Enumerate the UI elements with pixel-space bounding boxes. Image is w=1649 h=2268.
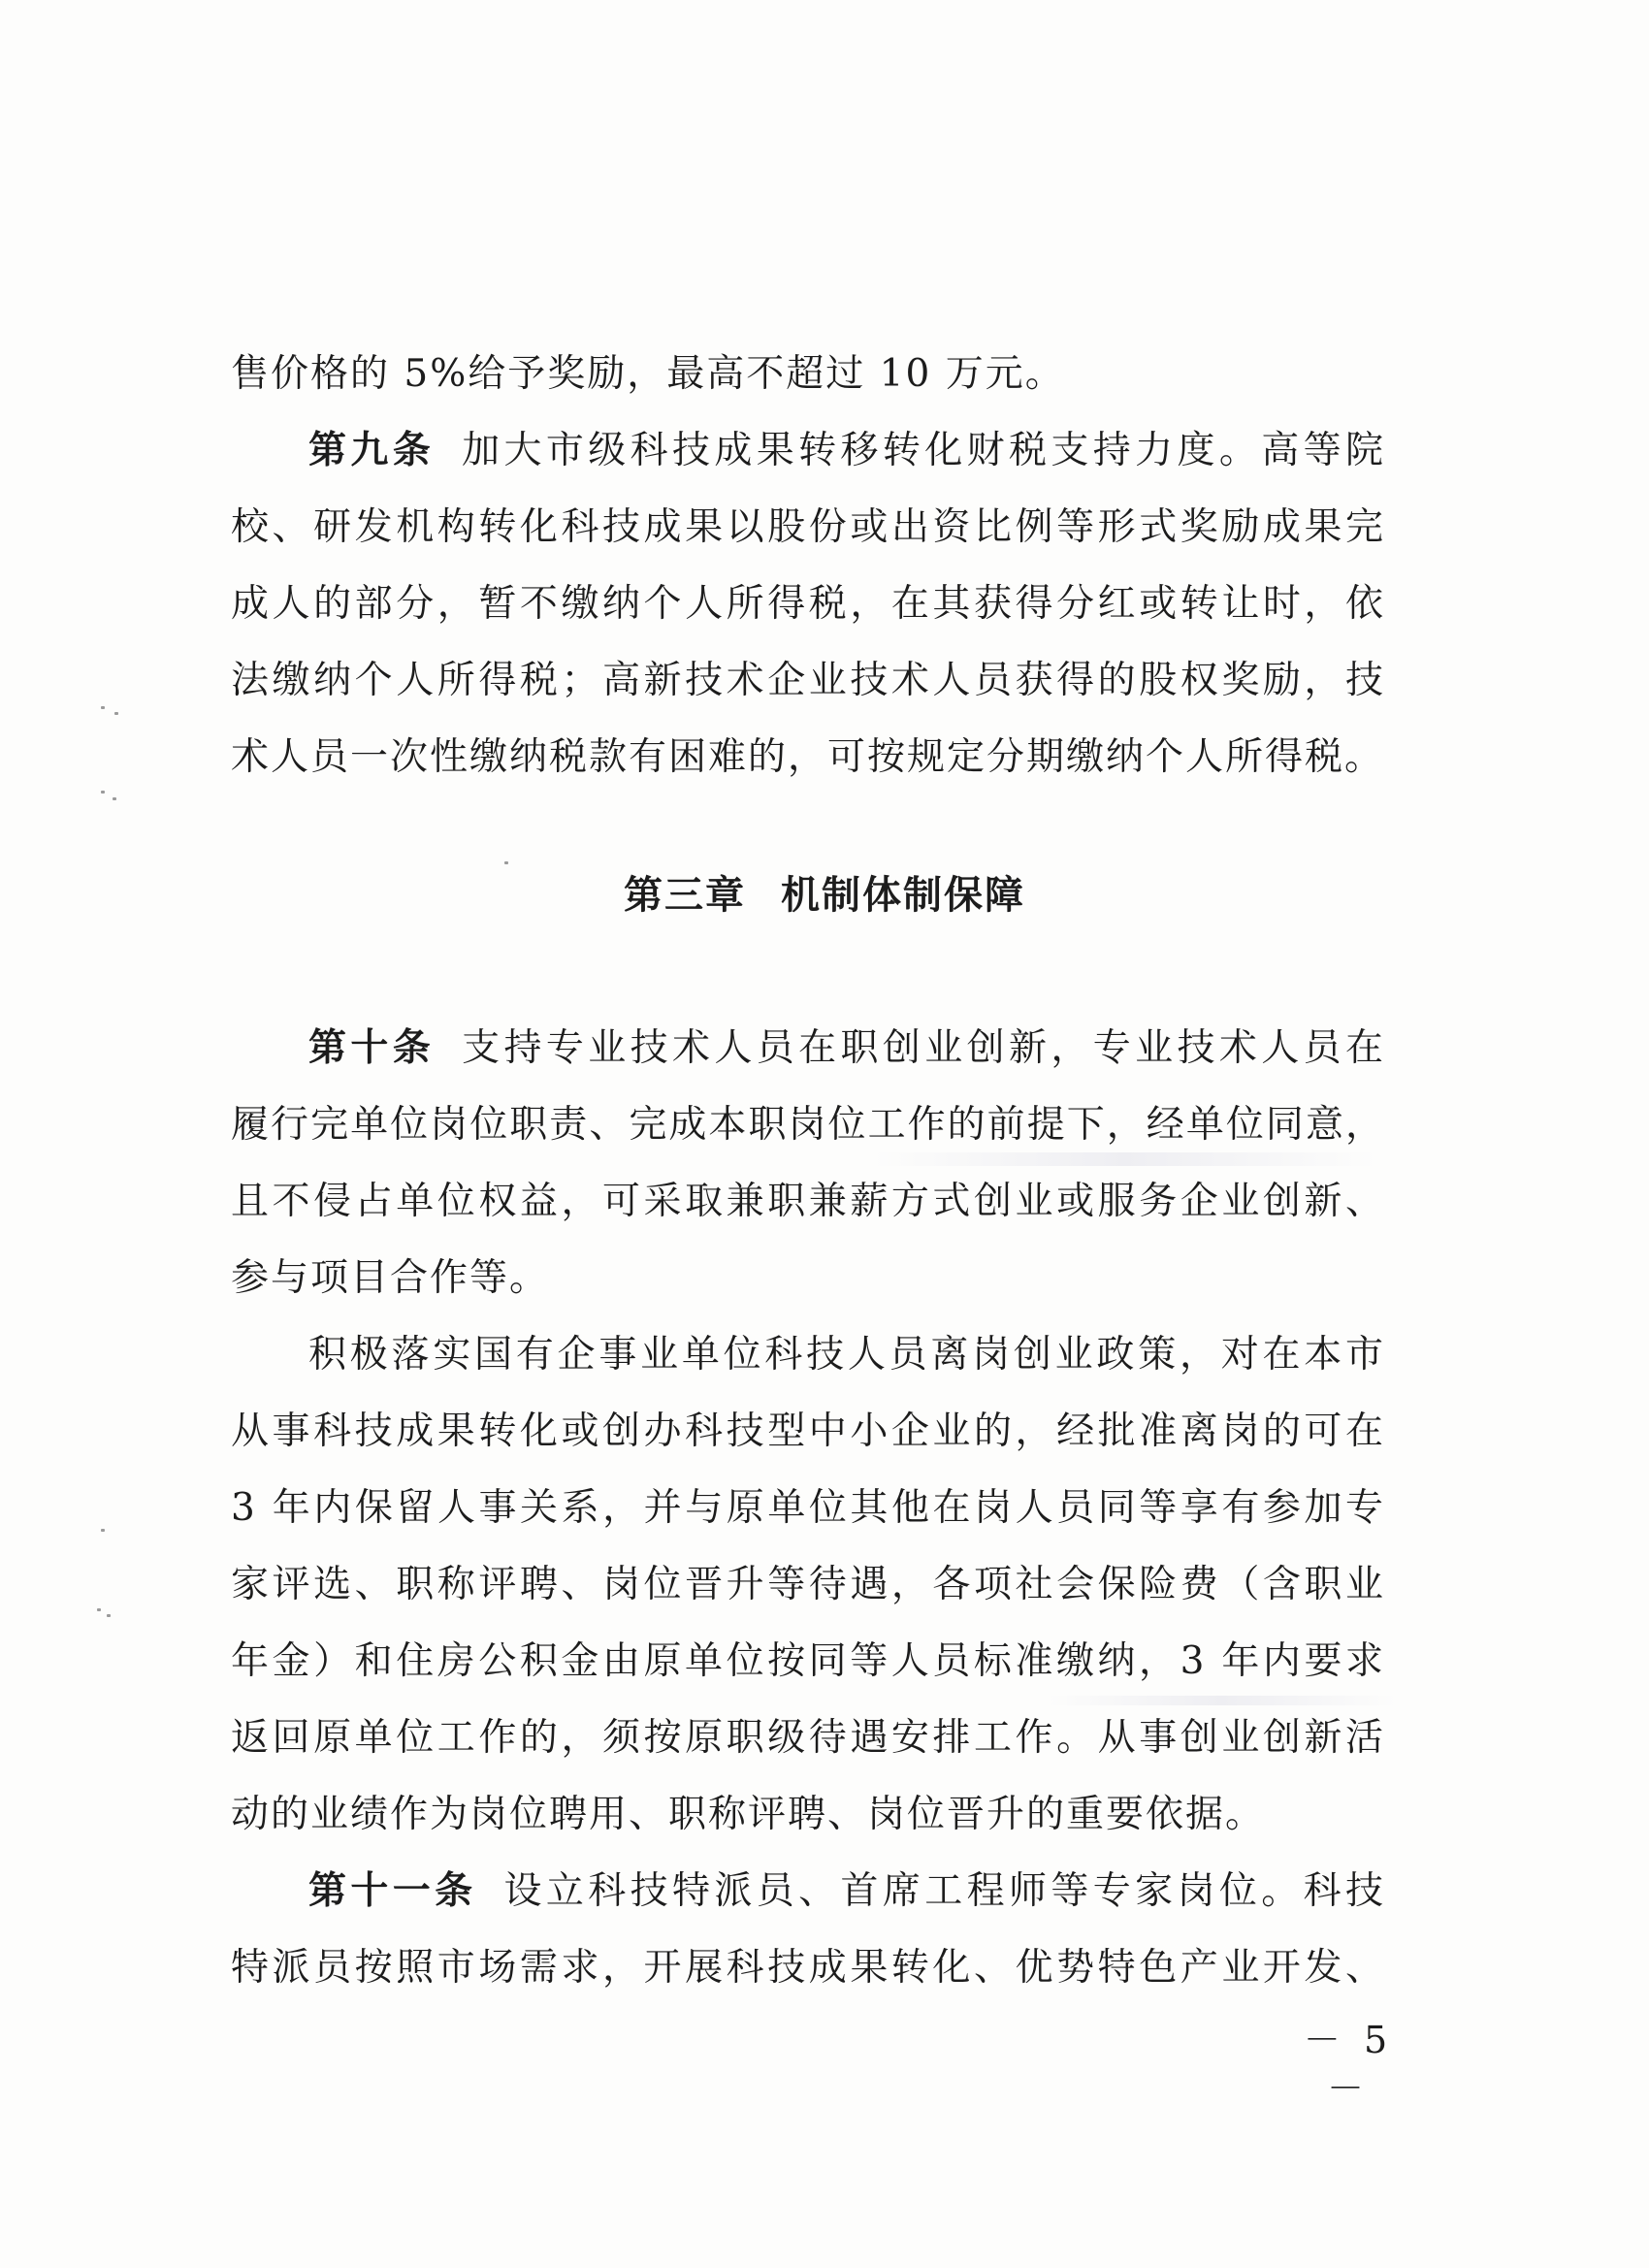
scan-artifact — [1048, 1696, 1397, 1705]
paragraph-line: 术人员一次性缴纳税款有困难的，可按规定分期缴纳个人所得税。 — [231, 735, 1385, 779]
scan-speck — [113, 797, 116, 800]
scan-speck — [114, 712, 118, 715]
scan-speck — [97, 1608, 101, 1611]
chapter-heading — [0, 868, 1649, 923]
paragraph-line: 返回原单位工作的，须按原职级待遇安排工作。从事创业创新活 — [231, 1716, 1385, 1760]
article-9-label: 第九条 — [308, 429, 436, 472]
scan-artifact — [873, 1152, 1377, 1166]
paragraph-first-line: 积极落实国有企事业单位科技人员离岗创业政策，对在本市 — [308, 1333, 1385, 1377]
paragraph-line: 法缴纳个人所得税；高新技术企业技术人员获得的股权奖励，技 — [231, 659, 1385, 702]
page-number: － 5 － — [1303, 2019, 1394, 2110]
scan-speck — [101, 791, 105, 794]
paragraph-line: 3 年内保留人事关系，并与原单位其他在岗人员同等享有参加专 — [231, 1486, 1385, 1530]
scan-speck — [504, 861, 508, 864]
article-10-label: 第十条 — [308, 1026, 436, 1070]
paragraph-line: 年金）和住房公积金由原单位按同等人员标准缴纳，3 年内要求 — [231, 1639, 1385, 1683]
paragraph-line: 且不侵占单位权益，可采取兼职兼薪方式创业或服务企业创新、 — [231, 1180, 1385, 1223]
scan-speck — [101, 1529, 105, 1532]
scan-speck — [101, 706, 105, 709]
article-10-first-line: 第十条 支持专业技术人员在职创业创新，专业技术人员在 — [308, 1026, 1385, 1070]
scan-speck — [107, 1614, 111, 1617]
article-11-label: 第十一条 — [308, 1869, 477, 1913]
article-11-first-line: 第十一条 设立科技特派员、首席工程师等专家岗位。科技 — [308, 1869, 1385, 1913]
chapter-number: 第三章 — [624, 873, 746, 918]
paragraph-line: 动的业绩作为岗位聘用、职称评聘、岗位晋升的重要依据。 — [231, 1793, 1266, 1836]
chapter-title: 机制体制保障 — [781, 873, 1025, 918]
paragraph-line: 特派员按照市场需求，开展科技成果转化、优势特色产业开发、 — [231, 1946, 1385, 1990]
paragraph-line: 售价格的 5%给予奖励，最高不超过 10 万元。 — [231, 352, 1065, 396]
paragraph-line: 参与项目合作等。 — [231, 1256, 550, 1300]
paragraph-line: 从事科技成果转化或创办科技型中小企业的，经批准离岗的可在 — [231, 1409, 1385, 1453]
article-9-first-line: 第九条 加大市级科技成果转移转化财税支持力度。高等院 — [308, 429, 1385, 472]
paragraph-line: 成人的部分，暂不缴纳个人所得税，在其获得分红或转让时，依 — [231, 582, 1385, 626]
paragraph-line: 校、研发机构转化科技成果以股份或出资比例等形式奖励成果完 — [231, 505, 1385, 549]
paragraph-line: 履行完单位岗位职责、完成本职岗位工作的前提下，经单位同意， — [231, 1103, 1385, 1147]
paragraph-line: 家评选、职称评聘、岗位晋升等待遇，各项社会保险费（含职业 — [231, 1563, 1385, 1606]
